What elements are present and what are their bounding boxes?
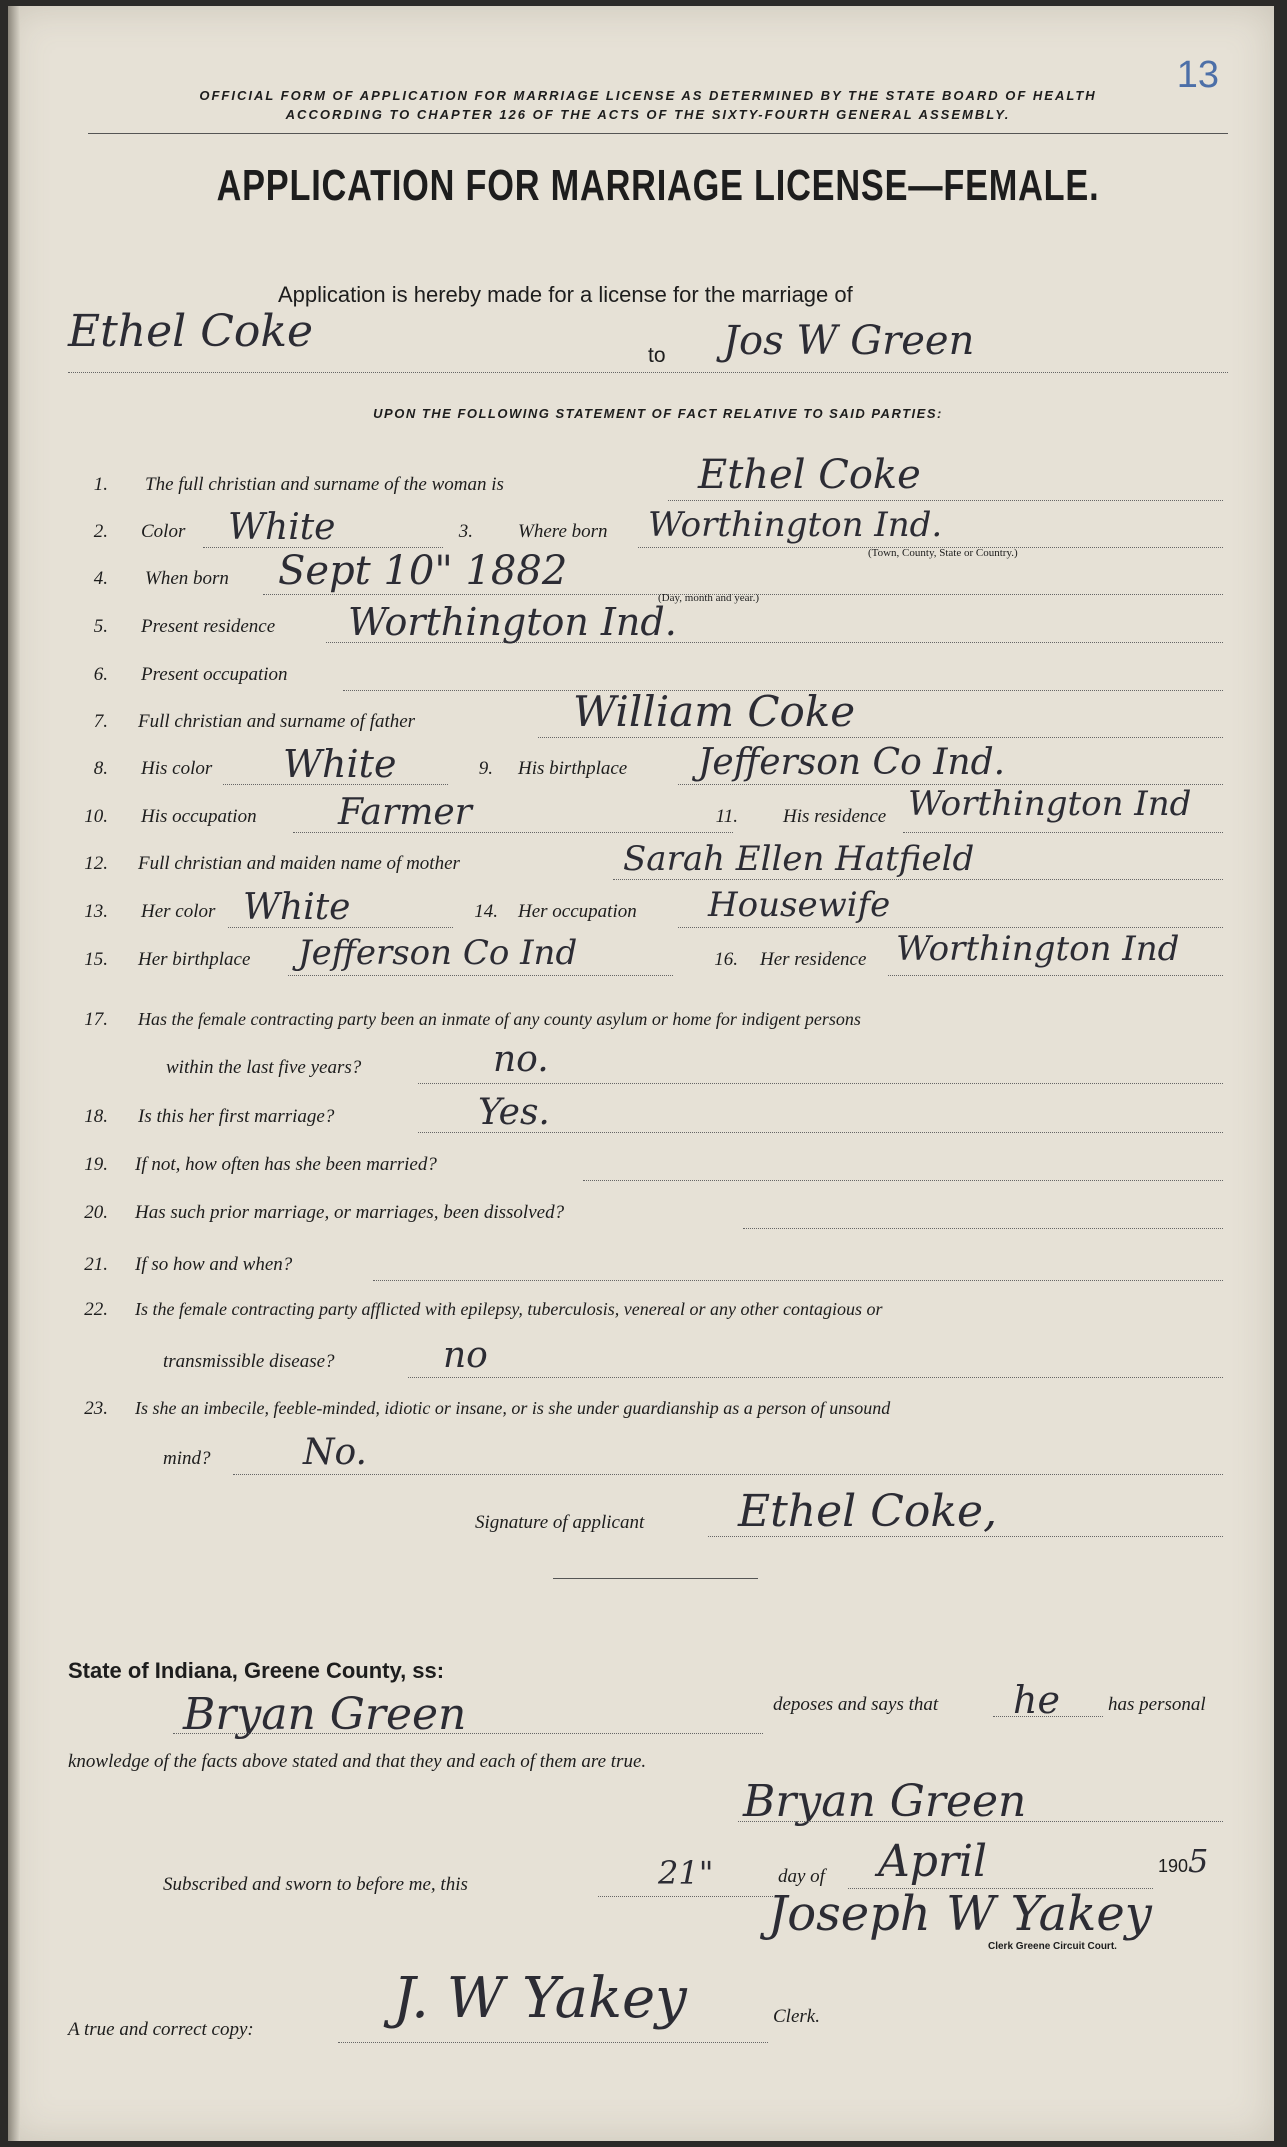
copy-signature-line xyxy=(338,2042,768,2043)
answer-first-marriage: Yes. xyxy=(478,1092,550,1133)
question-label: Full christian and surname of father xyxy=(138,711,416,732)
answer-line xyxy=(678,927,1223,928)
month-value: April xyxy=(878,1836,988,1887)
answer-color: White xyxy=(228,507,336,548)
deponent-line xyxy=(173,1733,763,1734)
question-number: 22. xyxy=(84,1299,108,1320)
question-number: 16. xyxy=(714,949,738,970)
question-number: 18. xyxy=(84,1106,108,1127)
answer-line xyxy=(903,832,1223,833)
document-page xyxy=(8,6,1274,2141)
answer-father-birthplace: Jefferson Co Ind. xyxy=(698,742,1006,783)
answer-mother-birthplace: Jefferson Co Ind xyxy=(298,933,578,973)
question-label: Is the female contracting party afflicted with epilepsy, tuberculosis, venereal or any other contagious or xyxy=(135,1299,883,1319)
question-label: His occupation xyxy=(141,806,257,827)
day-of-text: day of xyxy=(778,1866,825,1887)
question-17 xyxy=(8,1009,1274,1089)
question-label: Where born xyxy=(518,521,608,542)
answer-imbecile: No. xyxy=(303,1432,367,1473)
question-1 xyxy=(8,452,1274,514)
header-line-1: OFFICIAL FORM OF APPLICATION FOR MARRIAGE LICENSE AS DETERMINED BY THE STATE BOARD OF HEALTH xyxy=(199,88,1097,103)
question-number: 19. xyxy=(84,1154,108,1175)
question-number: 15. xyxy=(84,949,108,970)
question-19 xyxy=(8,1154,1274,1194)
question-number: 5. xyxy=(93,616,108,637)
question-23 xyxy=(8,1398,1274,1478)
answer-father-occupation: Farmer xyxy=(338,792,472,833)
question-label: Her residence xyxy=(760,949,867,970)
question-22 xyxy=(8,1299,1274,1379)
question-label: If so how and when? xyxy=(135,1254,293,1275)
deponent-signature: Bryan Green xyxy=(743,1776,1027,1827)
question-number: 4. xyxy=(93,568,108,589)
answer-father-color: White xyxy=(283,742,397,786)
question-number: 9. xyxy=(478,758,493,779)
question-number: 6. xyxy=(93,664,108,685)
question-label: Is she an imbecile, feeble-minded, idiotic or insane, or is she under guardianship as a person of unsound xyxy=(135,1398,891,1418)
answer-line xyxy=(233,1474,1223,1475)
page-number: 13 xyxy=(1176,54,1219,96)
answer-mother-occupation: Housewife xyxy=(708,885,891,925)
answer-mother-name: Sarah Ellen Hatfield xyxy=(623,839,975,879)
day-value: 21" xyxy=(658,1854,714,1892)
question-label: Color xyxy=(141,521,186,542)
form-title: APPLICATION FOR MARRIAGE LICENSE—FEMALE. xyxy=(216,161,1100,210)
answer-woman-name: Ethel Coke xyxy=(698,452,921,498)
question-label: Is this her first marriage? xyxy=(138,1106,335,1127)
answer-line xyxy=(888,975,1223,976)
has-personal-text: has personal xyxy=(1108,1694,1206,1715)
note-birthdate: (Day, month and year.) xyxy=(658,592,760,604)
answer-line xyxy=(288,975,673,976)
answer-line xyxy=(538,737,1223,738)
deponent-name: Bryan Green xyxy=(183,1689,467,1740)
question-12 xyxy=(8,839,1274,893)
knowledge-text: knowledge of the facts above stated and that they and each of them are true. xyxy=(68,1751,647,1772)
answer-line xyxy=(743,1228,1223,1229)
question-5 xyxy=(8,600,1274,656)
question-label: Has the female contracting party been an inmate of any county asylum or home for indigent persons xyxy=(138,1009,861,1029)
separator-rule xyxy=(553,1578,758,1579)
question-number: 23. xyxy=(84,1398,108,1419)
answer-line xyxy=(408,1377,1223,1378)
question-number: 11. xyxy=(715,806,738,827)
copy-label: A true and correct copy: xyxy=(68,2019,254,2040)
answer-line xyxy=(668,500,1223,501)
question-number: 8. xyxy=(93,758,108,779)
answer-residence: Worthington Ind. xyxy=(348,600,677,644)
question-label: Full christian and maiden name of mother xyxy=(138,853,460,874)
year-written: 5 xyxy=(1188,1842,1209,1880)
deposes-text: deposes and says that xyxy=(773,1694,939,1715)
answer-mother-residence: Worthington Ind xyxy=(896,929,1180,969)
question-label: Present residence xyxy=(141,616,276,637)
question-label: Her birthplace xyxy=(138,949,251,970)
question-number: 14. xyxy=(474,901,498,922)
question-label-cont: transmissible disease? xyxy=(163,1351,335,1372)
question-label: The full christian and surname of the woman is xyxy=(145,474,504,495)
question-number: 10. xyxy=(84,806,108,827)
intro-text: Application is hereby made for a license for the marriage of xyxy=(278,282,853,307)
header-line-2: ACCORDING TO CHAPTER 126 OF THE ACTS OF THE SIXTY-FOURTH GENERAL ASSEMBLY. xyxy=(285,107,1011,122)
question-2-3 xyxy=(8,505,1274,561)
question-label: When born xyxy=(145,568,229,589)
subscribed-text: Subscribed and sworn to before me, this xyxy=(163,1874,468,1895)
answer-birthplace: Worthington Ind. xyxy=(648,505,943,545)
question-7 xyxy=(8,687,1274,751)
deponent-pronoun: he xyxy=(1013,1678,1060,1722)
answer-father-residence: Worthington Ind xyxy=(908,784,1192,824)
answer-line xyxy=(613,879,1223,880)
question-label-cont: within the last five years? xyxy=(166,1057,362,1078)
year-printed: 190 xyxy=(1158,1856,1189,1876)
answer-line xyxy=(418,1083,1223,1084)
question-label: His residence xyxy=(783,806,887,827)
upon-statement: UPON THE FOLLOWING STATEMENT OF FACT RELATIVE TO SAID PARTIES: xyxy=(373,406,943,421)
question-label: If not, how often has she been married? xyxy=(135,1154,437,1175)
clerk-title: Clerk Greene Circuit Court. xyxy=(988,1941,1117,1952)
question-number: 7. xyxy=(93,711,108,732)
question-label: Present occupation xyxy=(141,664,288,685)
question-label: His color xyxy=(141,758,213,779)
question-number: 3. xyxy=(458,521,473,542)
bride-name: Ethel Coke xyxy=(68,306,314,357)
note-birthplace: (Town, County, State or Country.) xyxy=(868,547,1018,559)
question-18 xyxy=(8,1092,1274,1146)
answer-line xyxy=(583,1180,1223,1181)
groom-name: Jos W Green xyxy=(723,318,975,364)
question-number: 1. xyxy=(93,474,108,495)
answer-asylum: no. xyxy=(493,1039,549,1080)
names-line xyxy=(68,372,1228,373)
answer-disease: no xyxy=(443,1335,488,1376)
question-number: 13. xyxy=(84,901,108,922)
question-21 xyxy=(8,1254,1274,1294)
question-label: His birthplace xyxy=(518,758,628,779)
to-label: to xyxy=(648,344,666,367)
clerk-signature: Joseph W Yakey xyxy=(768,1886,1152,1942)
copy-signature: J. W Yakey xyxy=(393,1966,687,2031)
question-label: Her occupation xyxy=(518,901,637,922)
day-line xyxy=(598,1896,773,1897)
answer-father-name: William Coke xyxy=(573,687,856,736)
question-number: 20. xyxy=(84,1202,108,1223)
answer-line xyxy=(373,1280,1223,1281)
question-number: 17. xyxy=(84,1009,108,1030)
question-20 xyxy=(8,1202,1274,1242)
question-label-cont: mind? xyxy=(163,1448,211,1469)
question-number: 21. xyxy=(84,1254,108,1275)
question-15-16 xyxy=(8,929,1274,989)
signature-label: Signature of applicant xyxy=(475,1512,645,1533)
answer-birthdate: Sept 10" 1882 xyxy=(278,548,568,594)
state-county-line: State of Indiana, Greene County, ss: xyxy=(68,1658,445,1683)
question-number: 12. xyxy=(84,853,108,874)
question-number: 2. xyxy=(93,521,108,542)
copy-clerk-label: Clerk. xyxy=(773,2006,820,2027)
deponent-signature-line xyxy=(738,1821,1223,1822)
question-label: Her color xyxy=(141,901,216,922)
applicant-signature: Ethel Coke, xyxy=(738,1486,998,1537)
header-rule xyxy=(88,133,1228,134)
question-label: Has such prior marriage, or marriages, been dissolved? xyxy=(135,1202,565,1223)
answer-mother-color: White xyxy=(243,887,351,928)
